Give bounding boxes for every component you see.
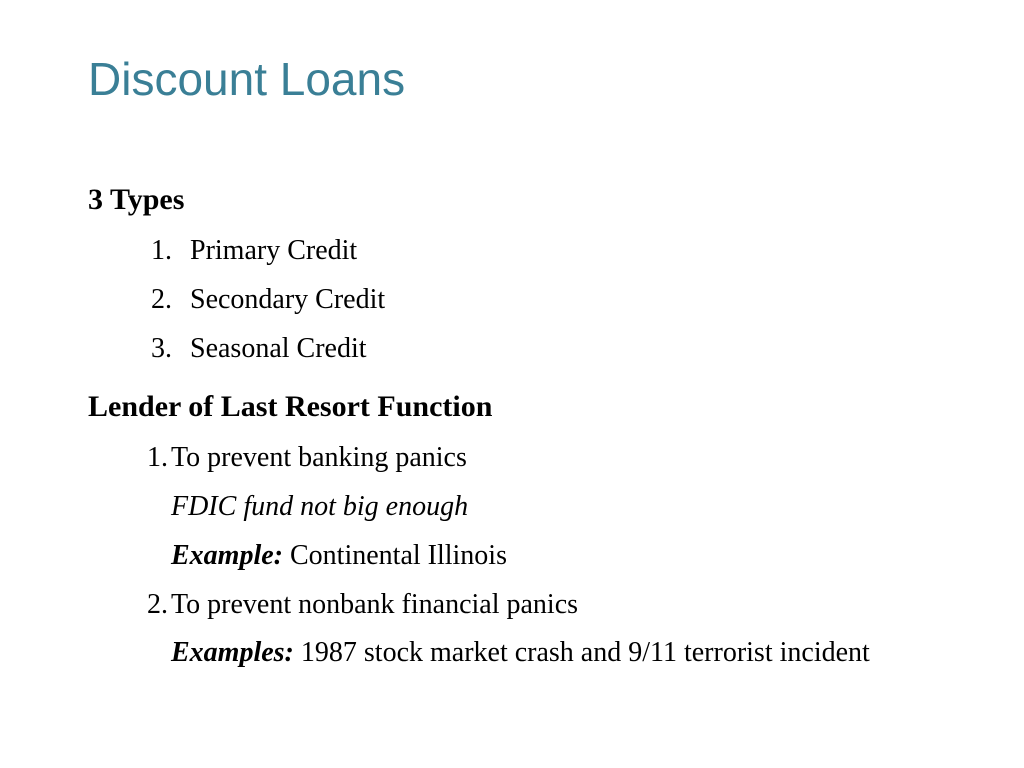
- examples-line: [88, 629, 931, 673]
- section-heading-types: 3 Types: [88, 183, 185, 216]
- list-text: Seasonal Credit: [190, 333, 367, 364]
- list-item: [88, 324, 968, 373]
- list-text: Secondary Credit: [190, 284, 386, 315]
- list-text: To prevent nonbank financial panics: [171, 589, 579, 620]
- list-number: 2.: [151, 284, 172, 315]
- fdic-note: FDIC fund not big enough: [171, 491, 469, 522]
- example-line: [88, 531, 968, 580]
- example-text: Continental Illinois: [283, 540, 507, 571]
- lender-functions-list: [88, 433, 968, 482]
- list-number: 1.: [147, 442, 168, 473]
- examples-text: 1987 stock market crash and 9/11 terrorist incident: [293, 637, 870, 668]
- example-label: Example:: [171, 540, 283, 571]
- list-item: [88, 275, 968, 324]
- list-item: [88, 580, 968, 629]
- lender-functions-list-2: [88, 580, 968, 629]
- list-number: 1.: [151, 235, 172, 266]
- slide-content: [88, 180, 968, 673]
- section-heading-lender: Lender of Last Resort Function: [88, 390, 493, 423]
- list-text: To prevent banking panics: [171, 442, 467, 473]
- slide-title: Discount Loans: [88, 53, 406, 105]
- list-item: [88, 226, 968, 275]
- examples-label: Examples:: [171, 637, 294, 668]
- list-number: 2.: [147, 589, 168, 620]
- list-number: 3.: [151, 333, 172, 364]
- credit-types-list: [88, 226, 968, 373]
- list-item: [88, 433, 968, 482]
- list-text: Primary Credit: [190, 235, 358, 266]
